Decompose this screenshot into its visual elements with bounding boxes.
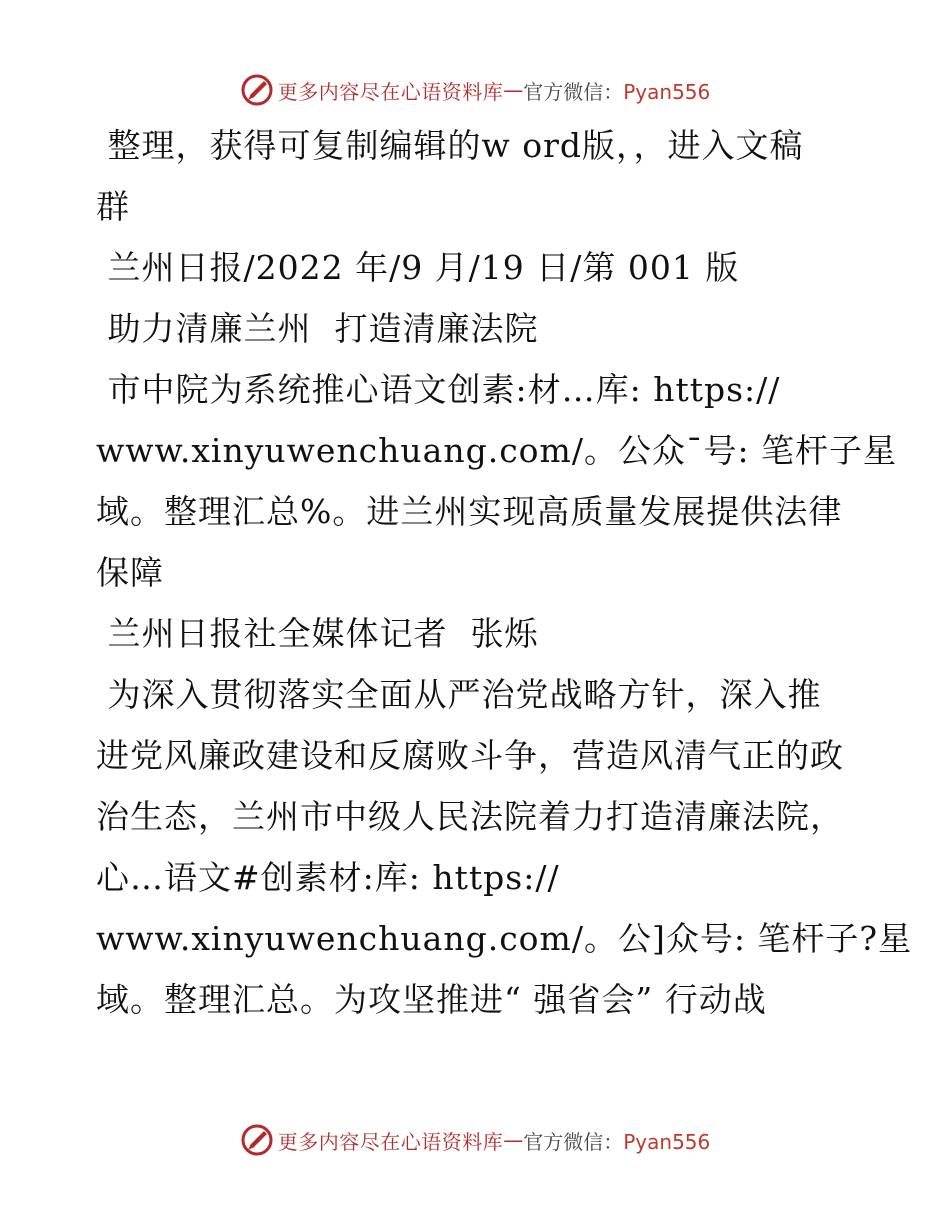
wechat-info bbox=[523, 76, 710, 105]
logo-icon bbox=[240, 1123, 274, 1157]
newspaper-source-line: 兰州日报/2022 年/9 月/19 日/第 001 版 bbox=[96, 248, 740, 287]
wechat-id: Pyan556 bbox=[623, 1129, 711, 1154]
banner-text: 更多内容尽在心语资料库 bbox=[277, 79, 504, 104]
banner-separator: — bbox=[503, 1128, 524, 1152]
paragraph-line: 域。整理汇总。为攻坚推进“ 强省会” 行动战 bbox=[96, 980, 767, 1019]
text-line: 整理，获得可复制编辑的w ord版，，进入文稿 bbox=[96, 126, 804, 165]
text-line: 群 bbox=[96, 187, 130, 226]
paragraph-line: www.xinyuwenchuang.com/。公]众号: 笔杆子?星 bbox=[96, 919, 913, 958]
document-body bbox=[96, 115, 913, 1030]
footer-banner bbox=[0, 1118, 950, 1162]
byline: 兰州日报社全媒体记者 张烁 bbox=[96, 614, 539, 653]
wechat-label: 官方微信： bbox=[523, 1129, 624, 1154]
article-subtitle-line: 市中院为系统推心语文创素:材…库: https:// bbox=[96, 370, 781, 409]
paragraph-line: 进党风廉政建设和反腐败斗争，营造风清气正的政 bbox=[96, 736, 844, 775]
article-subtitle-line: www.xinyuwenchuang.com/。公众¯号: 笔杆子星 bbox=[96, 431, 898, 470]
paragraph-line: 心…语文#创素材:库: https:// bbox=[96, 858, 560, 897]
article-subtitle-line: 域。整理汇总%。进兰州实现高质量发展提供法律 bbox=[96, 492, 843, 531]
banner-text: 更多内容尽在心语资料库 bbox=[277, 1129, 504, 1154]
paragraph-line: 为深入贯彻落实全面从严治党战略方针，深入推 bbox=[96, 675, 822, 714]
header-banner bbox=[0, 68, 950, 112]
article-subtitle-line: 保障 bbox=[96, 553, 164, 592]
paragraph-line: 治生态，兰州市中级人民法院着力打造清廉法院， bbox=[96, 797, 844, 836]
wechat-label: 官方微信： bbox=[523, 79, 624, 104]
banner-separator: — bbox=[503, 78, 524, 102]
article-title: 助力清廉兰州 打造清廉法院 bbox=[96, 309, 539, 348]
logo-icon bbox=[240, 73, 274, 107]
wechat-info bbox=[523, 1126, 710, 1155]
wechat-id: Pyan556 bbox=[623, 79, 711, 104]
